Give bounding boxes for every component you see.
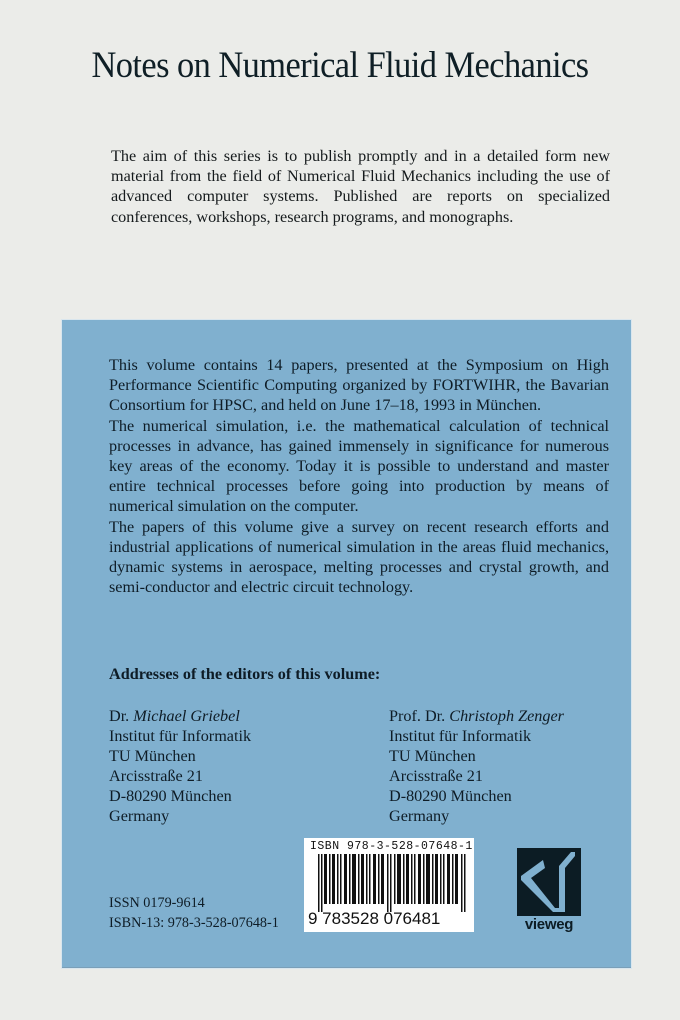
address-line: Germany <box>389 807 450 825</box>
barcode-isbn-label: ISBN 978-3-528-07648-1 <box>310 840 473 853</box>
isbn-13-number: ISBN-13: 978-3-528-07648-1 <box>109 915 279 931</box>
address-line: TU München <box>109 747 196 765</box>
editor-name-line <box>109 706 251 726</box>
editors-heading: Addresses of the editors of this volume: <box>109 665 381 683</box>
barcode-digits: 9 783528 076481 <box>308 909 441 928</box>
description-paragraph: This volume contains 14 papers, presented at the Symposium on High Performance Scientific Computing organized by FORTWIHR, the Bavarian Consortium for HPSC, and held on June 17–18, 1993 in München. <box>109 356 609 415</box>
vieweg-wordmark: vieweg <box>524 916 574 933</box>
issn-number: ISSN 0179-9614 <box>109 895 205 911</box>
address-line: Institut für Informatik <box>389 727 532 745</box>
issn-block <box>109 893 279 933</box>
address-line: Arcisstraße 21 <box>389 767 483 785</box>
editor-name-line <box>389 706 564 726</box>
series-aim-text: The aim of this series is to publish promptly and in a detailed form new material from the field of Numerical Fluid Mechanics including the use of advanced computer systems. Published are reports on specialized conferences, workshops, research programs, and monographs. <box>111 147 610 226</box>
address-line: D-80290 München <box>389 787 512 805</box>
address-line: TU München <box>389 747 476 765</box>
address-line: Germany <box>109 807 170 825</box>
editor-title: Prof. Dr. <box>389 707 446 725</box>
editor-name: Michael Griebel <box>133 707 240 725</box>
address-line: D-80290 München <box>109 787 232 805</box>
editor-name: Christoph Zenger <box>449 707 564 725</box>
barcode-bars-icon <box>318 854 468 912</box>
volume-description <box>109 355 609 597</box>
editor-address-zenger <box>389 706 564 826</box>
isbn-barcode <box>304 838 474 932</box>
series-title: Notes on Numerical Fluid Mechanics <box>91 45 589 86</box>
editor-address-griebel <box>109 706 251 826</box>
description-paragraph: The papers of this volume give a survey on recent research efforts and industrial applications of numerical simulation in the areas fluid mechanics, dynamic systems in aerospace, melting processes and crystal growth, and semi-conductor and electric circuit technology. <box>109 517 609 597</box>
vieweg-v-mark-icon <box>515 846 583 918</box>
address-line: Arcisstraße 21 <box>109 767 203 785</box>
editor-title: Dr. <box>109 707 130 725</box>
address-line: Institut für Informatik <box>109 727 252 745</box>
description-paragraph: The numerical simulation, i.e. the mathematical calculation of technical processes in advance, has gained immensely in significance for numerous key areas of the economy. Today it is possible to understand and master entire technical processes before going into production by means of numerical simulation on the computer. <box>109 416 609 516</box>
vieweg-logo <box>515 846 585 938</box>
